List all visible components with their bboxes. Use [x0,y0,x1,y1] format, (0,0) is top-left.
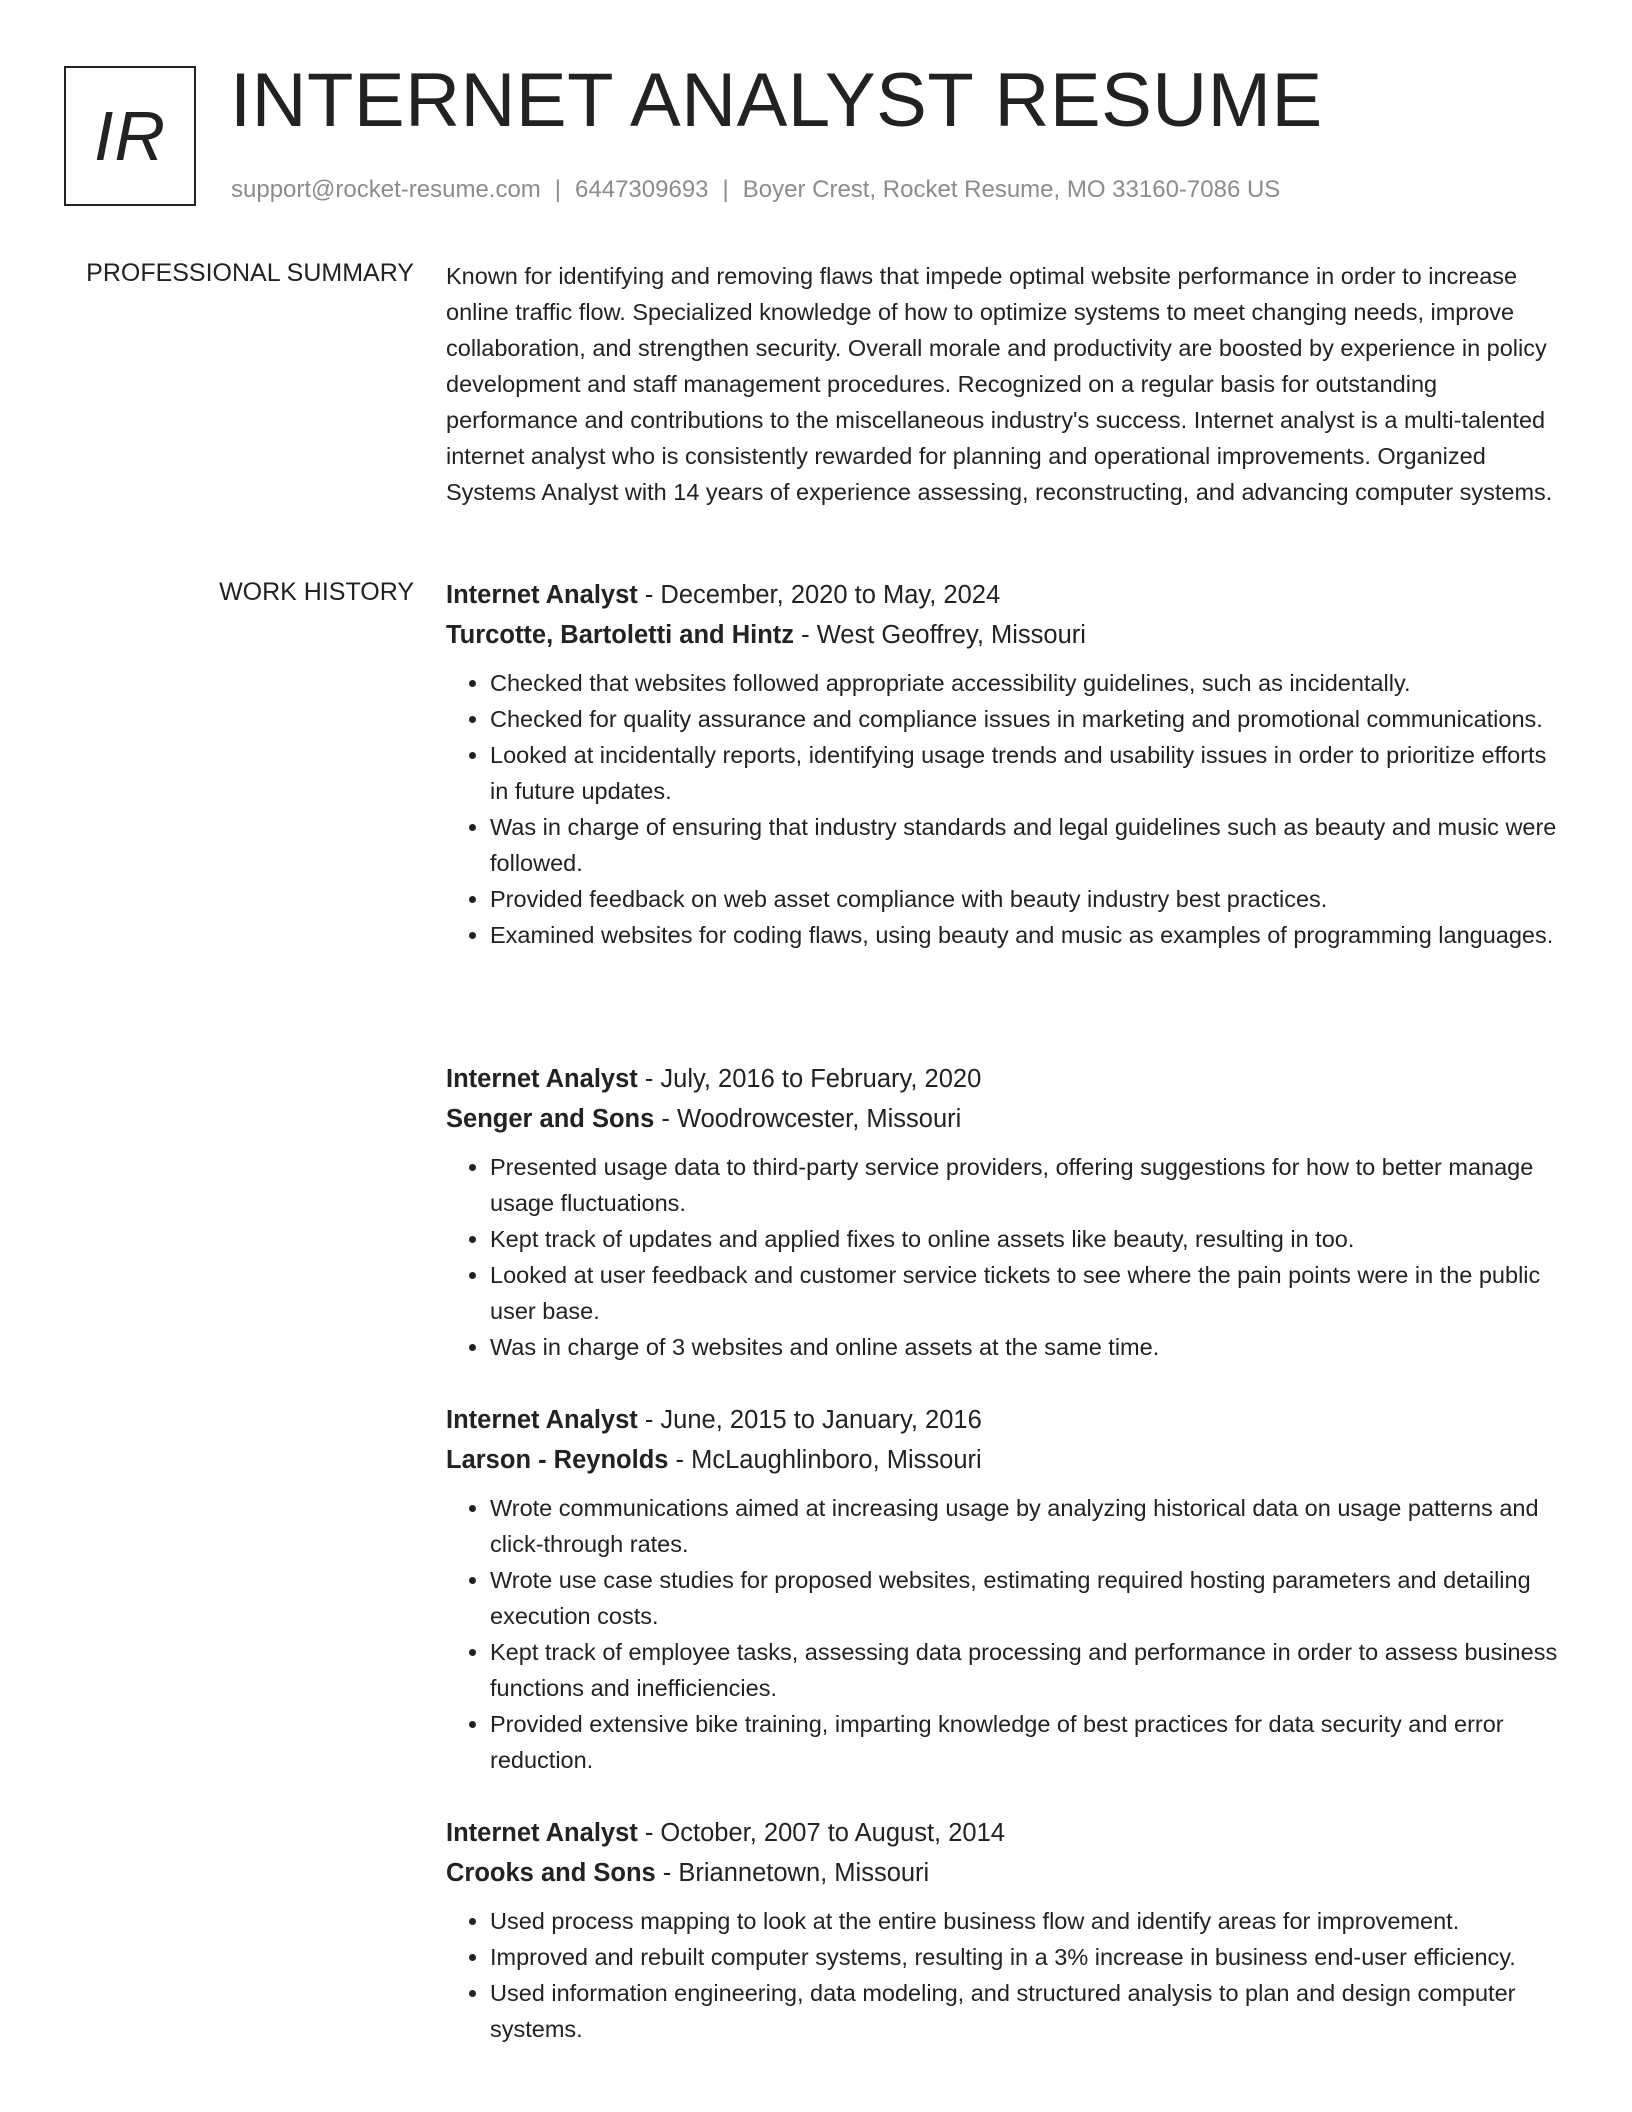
job-bullets [446,1490,1566,1778]
job-bullet: • Provided extensive bike training, imparting knowledge of best practices for data security and error reduction. [490,1706,1566,1778]
job-title: Internet Analyst [446,581,638,609]
job-location: - Woodrowcester, Missouri [654,1105,962,1133]
contact-separator: | [722,176,729,203]
job-title-line [446,1059,1566,1099]
job-bullet: • Was in charge of 3 websites and online assets at the same time. [490,1329,1566,1365]
job-location: - Briannetown, Missouri [655,1859,930,1887]
job-bullet: • Provided feedback on web asset compliance with beauty industry best practices. [490,881,1566,917]
job-title-line [446,575,1566,615]
resume-title: INTERNET ANALYST RESUME [230,58,1323,143]
job-dates: - December, 2020 to May, 2024 [637,581,1001,609]
section-label-work-history: WORK HISTORY [219,578,414,606]
job-company: Senger and Sons [446,1105,655,1133]
job-entry [446,1813,1566,2047]
job-company-line [446,1853,1566,1893]
job-company: Turcotte, Bartoletti and Hintz [446,621,795,649]
job-bullet: • Checked for quality assurance and compliance issues in marketing and promotional communications. [490,701,1566,737]
contact-email[interactable]: support@rocket-resume.com [231,176,541,203]
job-entry [446,1059,1566,1365]
job-bullet: • Examined websites for coding flaws, using beauty and music as examples of programming languages. [490,917,1566,953]
contact-address: Boyer Crest, Rocket Resume, MO 33160-7086 US [742,176,1281,203]
job-title: Internet Analyst [446,1406,638,1434]
job-bullet: • Presented usage data to third-party service providers, offering suggestions for how to better manage usage fluctuations. [490,1149,1566,1221]
contact-phone[interactable]: 6447309693 [575,176,709,203]
job-dates: - June, 2015 to January, 2016 [637,1406,982,1434]
job-bullet: • Kept track of updates and applied fixes to online assets like beauty, resulting in too. [490,1221,1566,1257]
job-company-line [446,1440,1566,1480]
job-dates: - October, 2007 to August, 2014 [637,1819,1005,1847]
job-company-line [446,615,1566,655]
job-title-line [446,1400,1566,1440]
job-bullet: • Looked at incidentally reports, identifying usage trends and usability issues in order to prioritize efforts in future updates. [490,737,1566,809]
job-company: Crooks and Sons [446,1859,656,1887]
job-location: - West Geoffrey, Missouri [794,621,1086,649]
job-title-line [446,1813,1566,1853]
job-dates: - July, 2016 to February, 2020 [637,1065,982,1093]
job-bullet: • Used information engineering, data modeling, and structured analysis to plan and design computer systems. [490,1975,1566,2047]
job-bullet: • Was in charge of ensuring that industry standards and legal guidelines such as beauty and music were followed. [490,809,1566,881]
job-entry [446,575,1566,953]
job-bullet: • Wrote communications aimed at increasing usage by analyzing historical data on usage patterns and click-through rates. [490,1490,1566,1562]
job-bullet: • Improved and rebuilt computer systems, resulting in a 3% increase in business end-user efficiency. [490,1939,1566,1975]
job-bullet: • Checked that websites followed appropriate accessibility guidelines, such as incidentally. [490,665,1566,701]
job-bullets [446,1903,1566,2047]
contact-separator: | [554,176,562,203]
job-title: Internet Analyst [446,1819,638,1847]
contact-line [231,176,1280,204]
summary-text: Known for identifying and removing flaws that impede optimal website performance in order to increase online traffic flow. Specialized knowledge of how to optimize systems to meet changing needs, improve collaboration, and strengthen security. Overall morale and productivity are boosted by experience in policy development and staff management procedures. Recognized on a regular basis for outstanding performance and contributions to the miscellaneous industry's success. Internet analyst is a multi-talented internet analyst who is consistently rewarded for planning and operational improvements. Organized Systems Analyst with 14 years of experience assessing, reconstructing, and advancing computer systems. [446,263,1553,505]
job-bullets [446,1149,1566,1365]
job-bullet: • Wrote use case studies for proposed websites, estimating required hosting parameters and detailing execution costs. [490,1562,1566,1634]
job-company: Larson - Reynolds [446,1446,669,1474]
job-bullet: • Used process mapping to look at the entire business flow and identify areas for improvement. [490,1903,1566,1939]
job-bullet: • Kept track of employee tasks, assessing data processing and performance in order to assess business functions and inefficiencies. [490,1634,1566,1706]
section-label-summary: PROFESSIONAL SUMMARY [86,259,414,287]
job-entry [446,1400,1566,1778]
job-bullets [446,665,1566,953]
job-company-line [446,1099,1566,1139]
job-title: Internet Analyst [446,1065,638,1093]
job-bullet: • Looked at user feedback and customer service tickets to see where the pain points were in the public user base. [490,1257,1566,1329]
monogram-logo: IR [64,66,196,206]
job-location: - McLaughlinboro, Missouri [668,1446,982,1474]
